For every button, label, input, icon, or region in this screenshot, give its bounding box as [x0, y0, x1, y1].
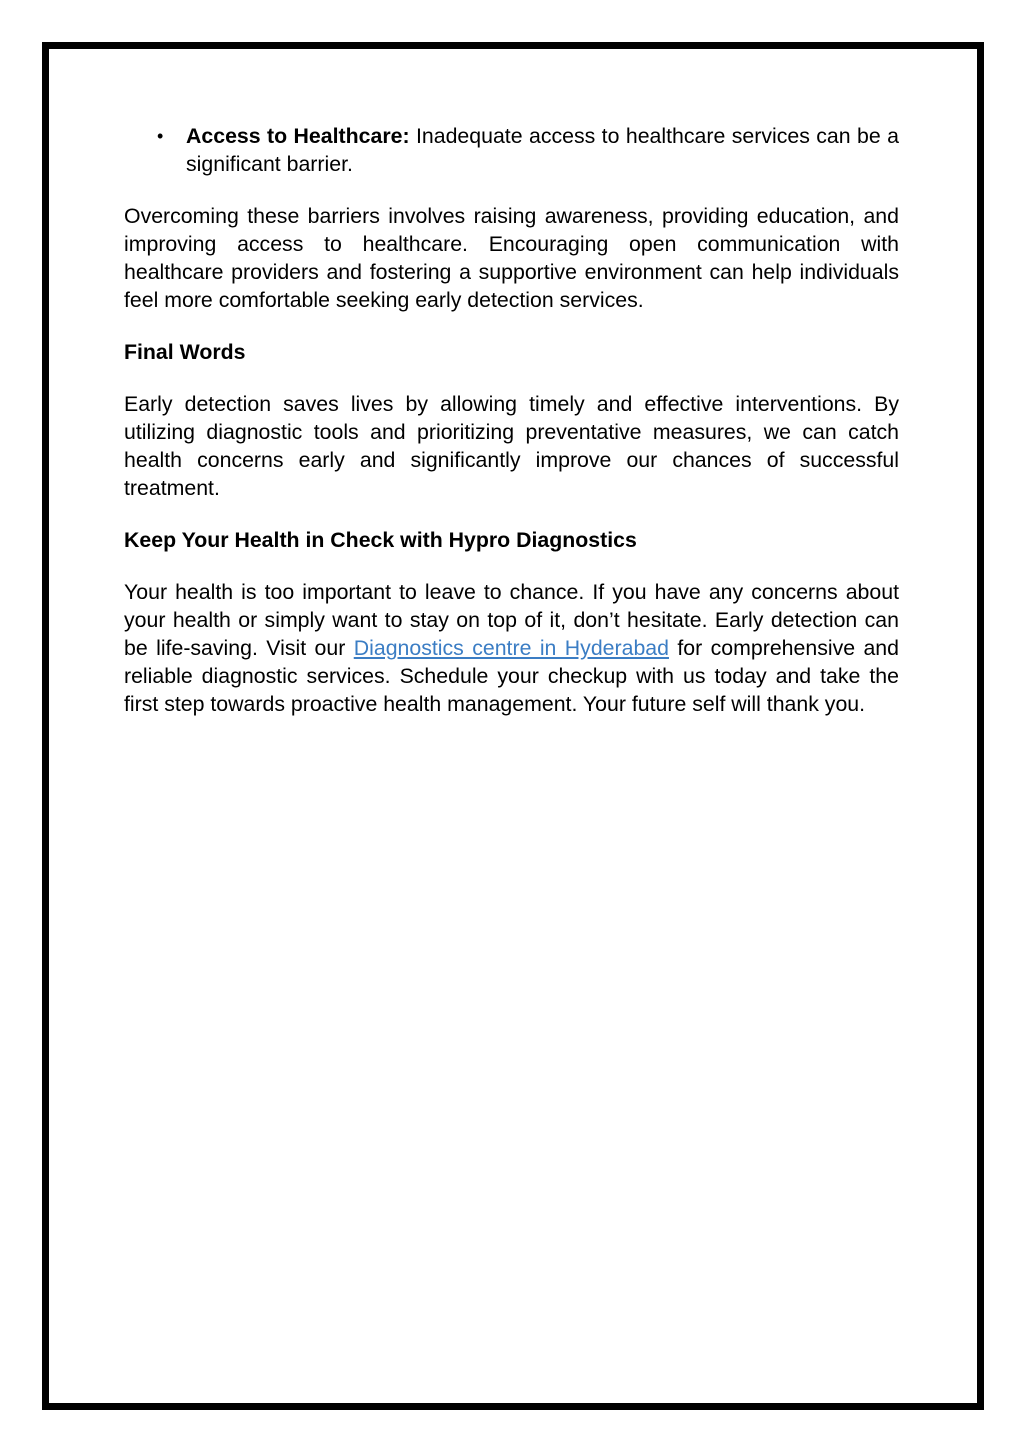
- list-item: [124, 122, 899, 178]
- list-item-term: Access to Healthcare:: [186, 124, 410, 148]
- bullet-icon: •: [157, 126, 164, 146]
- barrier-list: [124, 122, 899, 178]
- list-item-text: Inadequate access to healthcare services can be a significant barrier.: [186, 124, 899, 176]
- diagnostics-centre-link[interactable]: Diagnostics centre in Hyderabad: [353, 636, 669, 660]
- heading-final-words: Final Words: [124, 340, 246, 364]
- cta-text-after: for comprehensive and reliable diagnostic services. Schedule your checkup with us today and take the first step towards proactive health management. Your future self will thank you.: [124, 636, 899, 716]
- paragraph-final: Early detection saves lives by allowing timely and effective interventions. By utilizing diagnostic tools and prioritizing preventative measures, we can catch health concerns early and significantly improve our chances of successful treatment.: [124, 392, 899, 500]
- paragraph-cta: [124, 578, 899, 718]
- cta-text-before: Your health is too important to leave to chance. If you have any concerns about your health or simply want to stay on top of it, don’t hesitate. Early detection can be life-saving. Visit our: [124, 580, 899, 660]
- document-body: [124, 122, 899, 742]
- paragraph-overcoming: Overcoming these barriers involves raising awareness, providing education, and improving access to healthcare. Encouraging open communication with healthcare providers and fostering a supportive environment can help individuals feel more comfortable seeking early detection services.: [124, 204, 899, 312]
- heading-keep-health: Keep Your Health in Check with Hypro Diagnostics: [124, 528, 637, 552]
